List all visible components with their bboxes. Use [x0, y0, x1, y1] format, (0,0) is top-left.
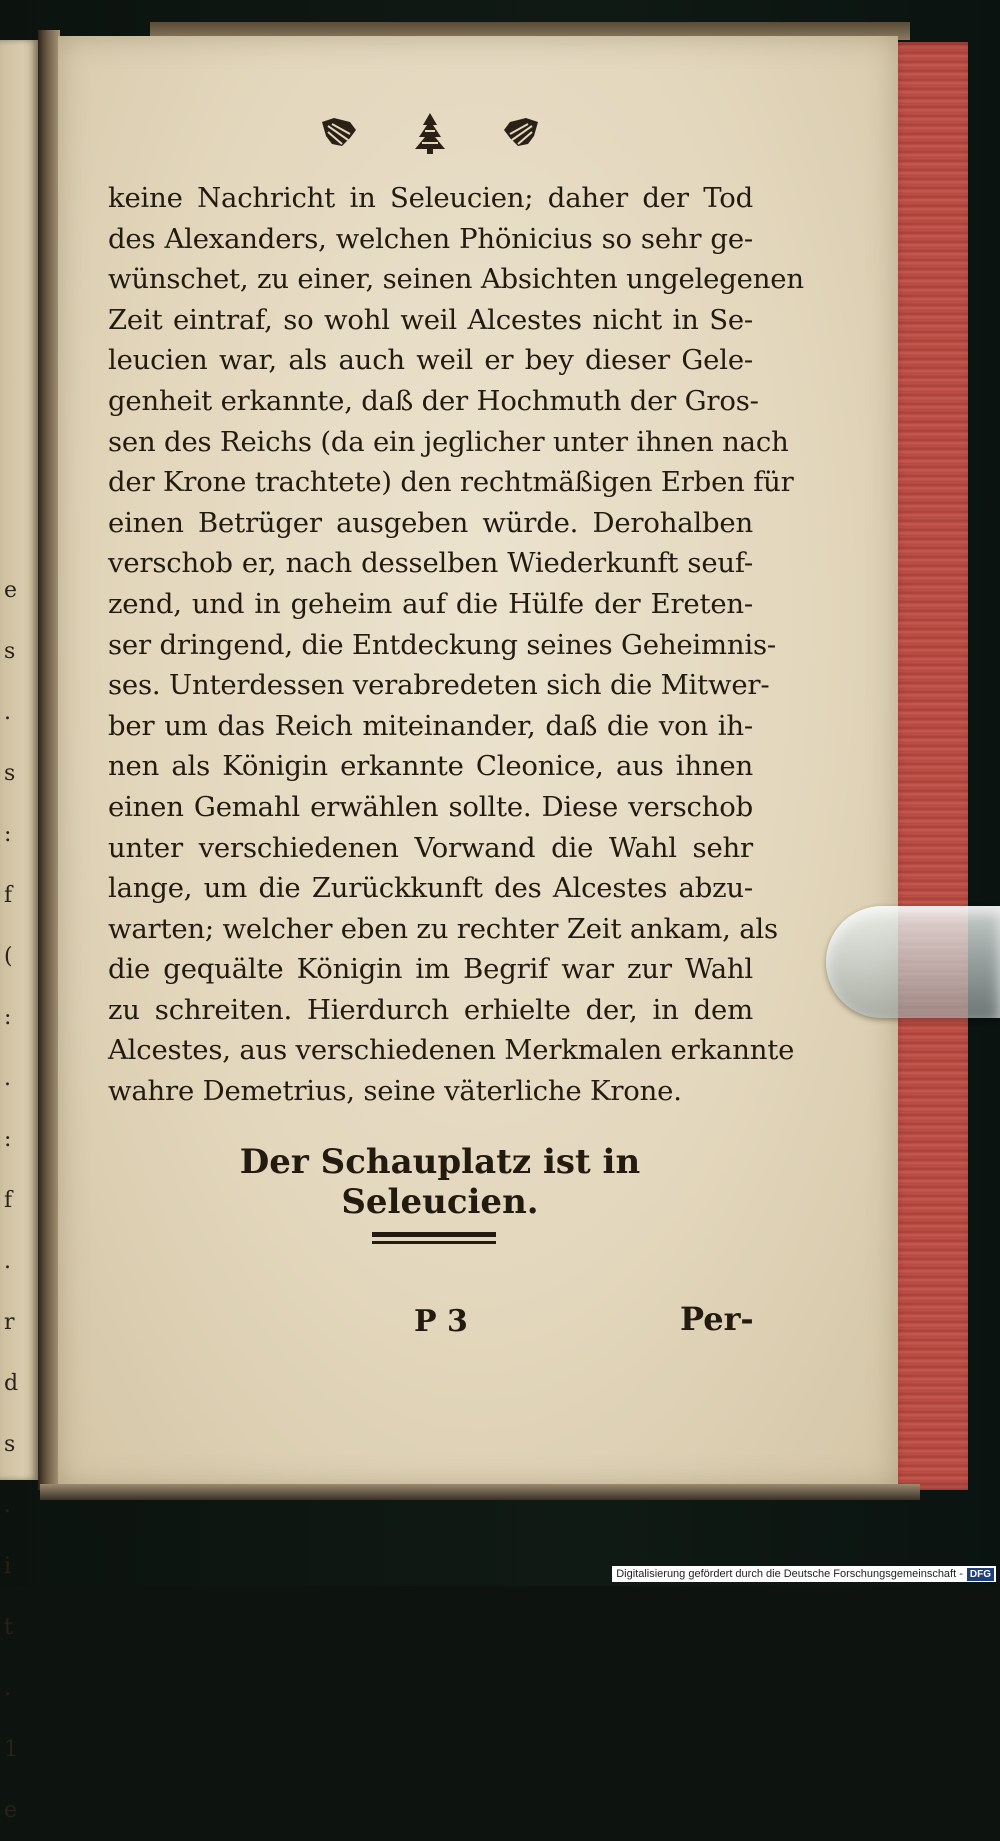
- text-line: keine Nachricht in Seleucien; daher der Tod: [108, 182, 753, 214]
- credit-text: Digitalisierung gefördert durch die Deutsche Forschungsgemeinschaft -: [616, 1568, 963, 1580]
- red-page-edge: [888, 42, 968, 1490]
- text-line: einen Betrüger ausgeben würde. Derohalben: [108, 506, 753, 539]
- facing-page-fragment: [0, 40, 38, 1823]
- text-line: verschob er, nach desselben Wiederkunft seuf-: [108, 547, 753, 580]
- header-ornament: [320, 110, 540, 160]
- text-line: einen Gemahl erwählen sollte. Diese verschob: [108, 790, 753, 823]
- digitization-credit: [612, 1566, 996, 1582]
- text-line: lange, um die Zurückkunft des Alcestes abzu-: [108, 872, 753, 905]
- text-line: ber um das Reich miteinander, daß die von ih-: [108, 709, 753, 742]
- text-line: leucien war, als auch weil er bey dieser Gele-: [108, 344, 753, 377]
- text-line: der Krone trachtete) den rechtmäßigen Erben für: [108, 466, 794, 499]
- text-line: genheit erkannte, daß der Hochmuth der Gros-: [108, 384, 759, 417]
- facing-page-margin-text: e s . s : f ( : . : f . r d s . i t . 1 e: [4, 578, 19, 1823]
- tree-ornament-icon: [413, 111, 447, 159]
- text-line: wünschet, zu einer, seinen Absichten ungelegenen: [108, 263, 804, 296]
- fleuron-right-icon: [502, 116, 540, 154]
- text-line: sen des Reichs (da ein jeglicher unter ihnen nach: [108, 425, 789, 458]
- double-rule-bottom: [372, 1241, 496, 1244]
- text-line: zend, und in geheim auf die Hülfe der Ereten-: [108, 587, 753, 620]
- dfg-logo: DFG: [967, 1568, 994, 1581]
- fleuron-left-icon: [320, 116, 358, 154]
- text-line: wahre Demetrius, seine väterliche Krone.: [108, 1075, 682, 1108]
- text-line: ser dringend, die Entdeckung seines Geheimnis-: [108, 628, 777, 661]
- text-line: Alcestes, aus verschiedenen Merkmalen erkannte: [108, 1034, 795, 1067]
- text-line: die gequälte Königin im Begrif war zur Wahl: [108, 953, 753, 986]
- text-line: Zeit eintraf, so wohl weil Alcestes nicht in Se-: [108, 303, 753, 336]
- catchword: Per-: [680, 1300, 754, 1338]
- book-gutter: [38, 30, 60, 1490]
- book-bottom-edge: [40, 1484, 920, 1500]
- text-line: warten; welcher eben zu rechter Zeit ankam, als: [108, 912, 778, 945]
- text-line: zu schreiten. Hierdurch erhielte der, in dem: [108, 993, 753, 1026]
- glass-page-weight: [826, 906, 1000, 1018]
- text-line: nen als Königin erkannte Cleonice, aus ihnen: [108, 750, 753, 783]
- text-line: ses. Unterdessen verabredeten sich die Mitwer-: [108, 669, 770, 702]
- double-rule-top: [372, 1232, 496, 1237]
- scene-heading: Der Schauplatz ist in Seleucien.: [239, 1142, 641, 1222]
- text-line: unter verschiedenen Vorwand die Wahl sehr: [108, 831, 753, 864]
- signature-mark: P 3: [414, 1304, 468, 1339]
- text-line: des Alexanders, welchen Phönicius so sehr ge-: [108, 222, 753, 255]
- body-text: [108, 178, 804, 1112]
